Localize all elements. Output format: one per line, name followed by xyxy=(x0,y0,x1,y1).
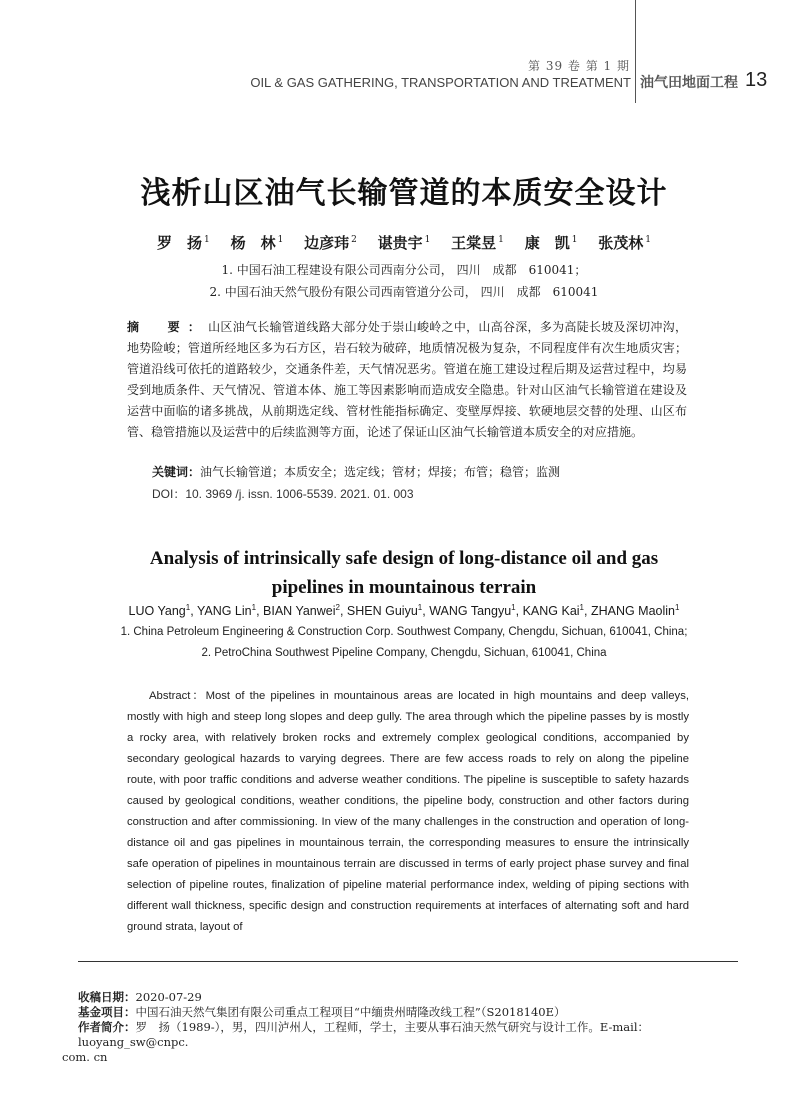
author-cn: 罗 扬 $^1$ xyxy=(157,234,210,252)
keywords-cn-text: 油气长输管道；本质安全；选定线；管材；焊接；布管；稳管；监测 xyxy=(200,465,561,479)
title-en-line-2: pipelines in mountainous terrain xyxy=(271,577,537,598)
author-bio: 作者简介：罗 扬（1989-），男，四川泸州人，工程师，学士，主要从事石油天然气研究与设计工作。E-mail：luoyang_sw@cnpc. xyxy=(78,1020,650,1049)
keywords-cn xyxy=(152,463,692,481)
author-en: WANG Tangyu$^1$ xyxy=(429,603,516,618)
author-en: SHEN Guiyu$^1$ xyxy=(346,603,423,618)
abstract-cn-label: 摘 要： xyxy=(127,320,209,334)
title-en-line-1: Analysis of intrinsically safe design of long-distance oil and gas xyxy=(149,548,659,569)
issue-volume: 第 39 卷 第 1 期 xyxy=(528,59,630,73)
author-en: YANG Lin$^1$ xyxy=(196,603,257,618)
affiliation-en-1: 1. China Petroleum Engineering & Construction Corp. Southwest Company, Chengdu, Sichuan, 610041, China; xyxy=(120,626,688,638)
title-en xyxy=(0,544,808,602)
authors-en: LUO Yang$^1$, YANG Lin$^1$, BIAN Yanwei$^2$, SHEN Guiyu$^1$, WANG Tangyu$^1$, KANG Kai$^1$, ZHANG Maolin$^1$ xyxy=(128,603,680,618)
author-en: LUO Yang$^1$ xyxy=(128,603,191,618)
affiliation-cn-2: 2. 中国石油天然气股份有限公司西南管道分公司， 四川 成都 610041 xyxy=(209,285,599,299)
received-date: 收稿日期：2020-07-29 xyxy=(78,990,202,1004)
keywords-cn-label: 关键词： xyxy=(152,465,201,479)
author-en: KANG Kai$^1$ xyxy=(522,603,584,618)
journal-name-cn: 油气田地面工程 xyxy=(640,75,738,91)
footnotes xyxy=(62,990,748,1065)
header-vertical-rule xyxy=(635,0,636,103)
title-cn: 浅析山区油气长输管道的本质安全设计 xyxy=(140,176,668,211)
page-number: 13 xyxy=(745,69,768,91)
abstract-en-label: Abstract： xyxy=(149,690,206,702)
author-cn: 康 凯 $^1$ xyxy=(524,234,578,252)
doi: DOI：10. 3969 /j. issn. 1006-5539. 2021. 01. 003 xyxy=(152,487,414,501)
abstract-en xyxy=(127,686,689,938)
fund-project: 基金项目：中国石油天然气集团有限公司重点工程项目“中缅贵州晴隆改线工程”（S2018140E） xyxy=(78,1005,566,1019)
author-cn: 张茂林 $^1$ xyxy=(598,234,651,252)
author-en: ZHANG Maolin$^1$ xyxy=(590,603,680,618)
author-cn: 边彦玮 $^2$ xyxy=(304,234,357,252)
journal-name-en: OIL & GAS GATHERING, TRANSPORTATION AND TREATMENT xyxy=(250,75,631,90)
author-bio-cont: com. cn xyxy=(62,1050,108,1064)
affiliation-en-2: 2. PetroChina Southwest Pipeline Company, Chengdu, Sichuan, 610041, China xyxy=(201,647,607,659)
author-cn: 杨 林 $^1$ xyxy=(230,234,284,252)
footnote-divider xyxy=(78,961,738,962)
abstract-en-text: Most of the pipelines in mountainous areas are located in high mountains and deep valleys, mostly with high and steep long slopes and deep gully. The area through which the pipeline passes by is mostly a rocky area, with relatively broken rocks and extremely complex geological conditions, accompanied by secondary geological hazards to varying degrees. There are few access roads to rely on along the pipeline route, with poor traffic conditions and adverse weather conditions. The pipeline is susceptible to safety hazards caused by geological conditions, weather conditions, the pipeline body, construction and other factors during construction and after commissioning. In view of the many challenges in the construction and operation of long-distance oil and gas pipelines in mountainous terrain, the corresponding measures to ensure the intrinsically safe operation of pipelines in mountainous terrain are discussed in terms of early project phase survey and final selection of pipeline routes, finalization of pipeline material performance index, welding of piping sections with different wall thickness, specific design and construction requirements at interfaces of alternating soft and hard ground strata, layout of xyxy=(127,690,689,933)
abstract-cn-text: 山区油气长输管道线路大部分处于崇山峻岭之中，山高谷深，多为高陡长坡及深切冲沟，地势险峻；管道所经地区多为石方区，岩石较为破碎，地质情况极为复杂，不同程度伴有次生地质灾害；管道沿线可依托的道路较少，交通条件差，天气情况恶劣。管道在施工建设过程后期及运营过程中，均易受到地质条件、天气情况、管道本体、施工等因素影响而造成安全隐患。针对山区油气长输管道在建设及运营中面临的诸多挑战，从前期选定线、管材性能指标确定、变壁厚焊接、软硬地层交替的处理、山区布管、稳管措施以及运营中的后续监测等方面，论述了保证山区油气长输管道本质安全的对应措施。 xyxy=(127,320,687,439)
abstract-cn xyxy=(127,317,687,443)
author-en: BIAN Yanwei$^2$ xyxy=(263,603,340,618)
author-cn: 谌贵宇 $^1$ xyxy=(377,234,431,252)
authors-cn xyxy=(0,232,808,253)
author-cn: 王棠昱 $^1$ xyxy=(451,234,504,252)
affiliation-cn-1: 1. 中国石油工程建设有限公司西南分公司， 四川 成都 610041； xyxy=(221,263,587,277)
